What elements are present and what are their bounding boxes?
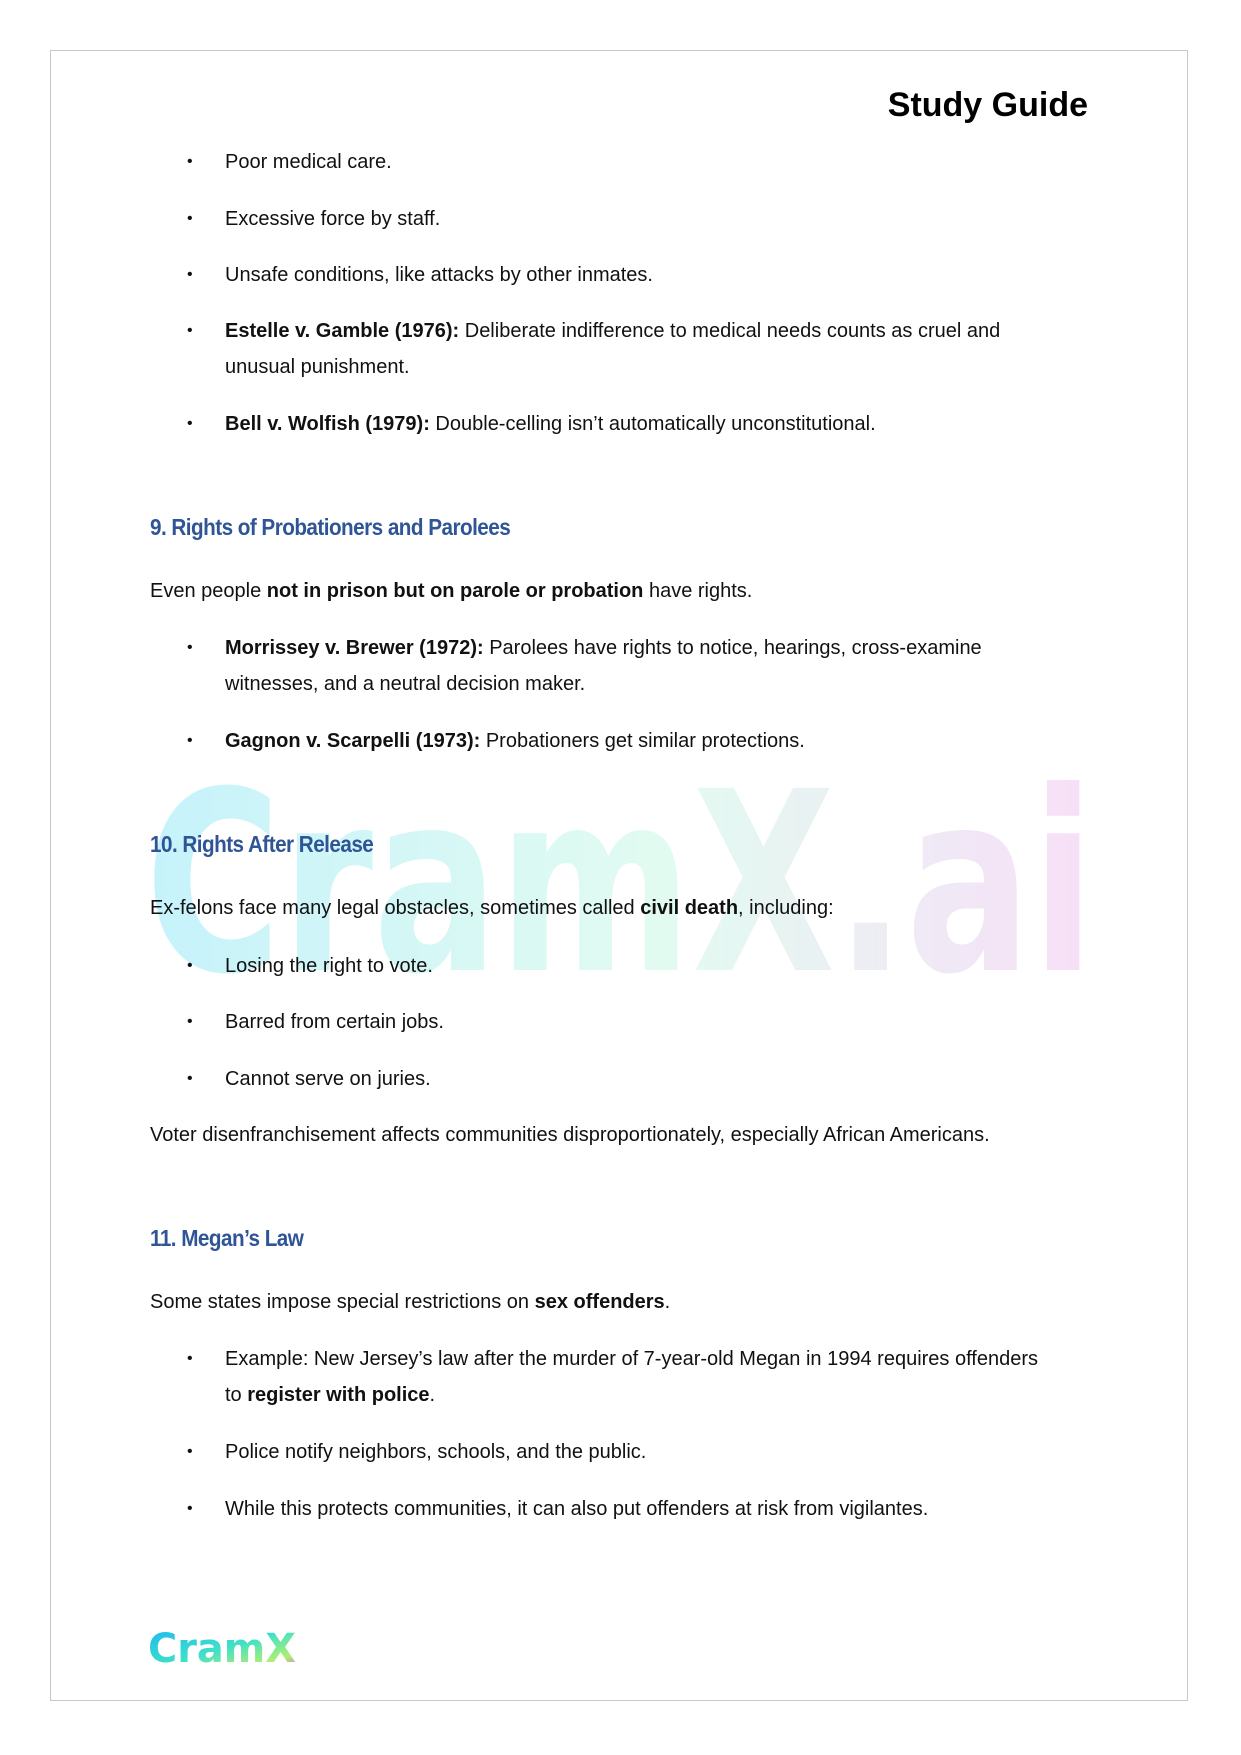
case-name: Morrissey v. Brewer (1972): [225, 637, 484, 659]
page-title: Study Guide [887, 86, 1088, 124]
paragraph [150, 579, 752, 603]
bullet: • [187, 957, 193, 974]
text: Ex-felons face many legal obstacles, sometimes called [150, 897, 641, 919]
paragraph: Voter disenfranchisement affects communities disproportionately, especially African Americans. [150, 1124, 990, 1146]
section-heading: 11. Megan’s Law [150, 1225, 304, 1251]
list-item: Example: New Jersey’s law after the murder of 7-year-old Megan in 1994 requires offenders [225, 1348, 1038, 1370]
list-item: While this protects communities, it can also put offenders at risk from vigilantes. [225, 1498, 929, 1520]
list-item: Poor medical care. [225, 151, 392, 173]
text: have rights. [643, 580, 753, 602]
list-item-continuation: unusual punishment. [225, 356, 410, 378]
list-item: Cannot serve on juries. [225, 1068, 431, 1090]
case-name: Estelle v. Gamble (1976): [225, 320, 460, 342]
case-text: Parolees have rights to notice, hearings, cross-examine [483, 637, 982, 659]
list-item-continuation: witnesses, and a neutral decision maker. [225, 673, 586, 695]
cramx-logo [148, 1622, 298, 1670]
bullet: • [187, 1013, 193, 1030]
bullet: • [187, 639, 193, 656]
list-item [225, 636, 982, 660]
list-item [225, 729, 805, 753]
list-item: Barred from certain jobs. [225, 1011, 444, 1033]
text: Some states impose special restrictions on [150, 1291, 535, 1313]
bullet: • [187, 1070, 193, 1087]
list-item-continuation [225, 1383, 435, 1407]
text: Even people [150, 580, 267, 602]
bullet: • [187, 322, 193, 339]
paragraph [150, 896, 834, 920]
bullet: • [187, 1350, 193, 1367]
section-heading: 9. Rights of Probationers and Parolees [150, 514, 511, 540]
bullet: • [187, 1443, 193, 1460]
list-item [225, 412, 876, 436]
case-text: Double-celling isn’t automatically unconstitutional. [429, 413, 876, 435]
svg-text:CramX.ai: CramX.ai [145, 755, 1095, 1000]
case-name: Gagnon v. Scarpelli (1973): [225, 730, 481, 752]
emphasis: not in prison but on parole or probation [266, 580, 644, 602]
bullet: • [187, 210, 193, 227]
emphasis: sex offenders [534, 1291, 665, 1313]
case-text: Deliberate indifference to medical needs counts as cruel and [459, 320, 1001, 342]
list-item: Losing the right to vote. [225, 955, 433, 977]
list-item [225, 319, 1000, 343]
emphasis: civil death [640, 897, 739, 919]
section-heading: 10. Rights After Release [150, 831, 374, 857]
text: . [429, 1384, 436, 1406]
list-item: Unsafe conditions, like attacks by other inmates. [225, 264, 653, 286]
svg-text:CramX: CramX [148, 1626, 297, 1670]
case-text: Probationers get similar protections. [480, 730, 805, 752]
emphasis: register with police [247, 1384, 430, 1406]
bullet: • [187, 153, 193, 170]
bullet: • [187, 415, 193, 432]
case-name: Bell v. Wolfish (1979): [225, 413, 430, 435]
text: , including: [738, 897, 834, 919]
text: . [664, 1291, 671, 1313]
bullet: • [187, 732, 193, 749]
list-item: Excessive force by staff. [225, 208, 441, 230]
bullet: • [187, 266, 193, 283]
list-item: Police notify neighbors, schools, and the public. [225, 1441, 647, 1463]
bullet: • [187, 1500, 193, 1517]
paragraph [150, 1290, 670, 1314]
text: to [225, 1384, 248, 1406]
